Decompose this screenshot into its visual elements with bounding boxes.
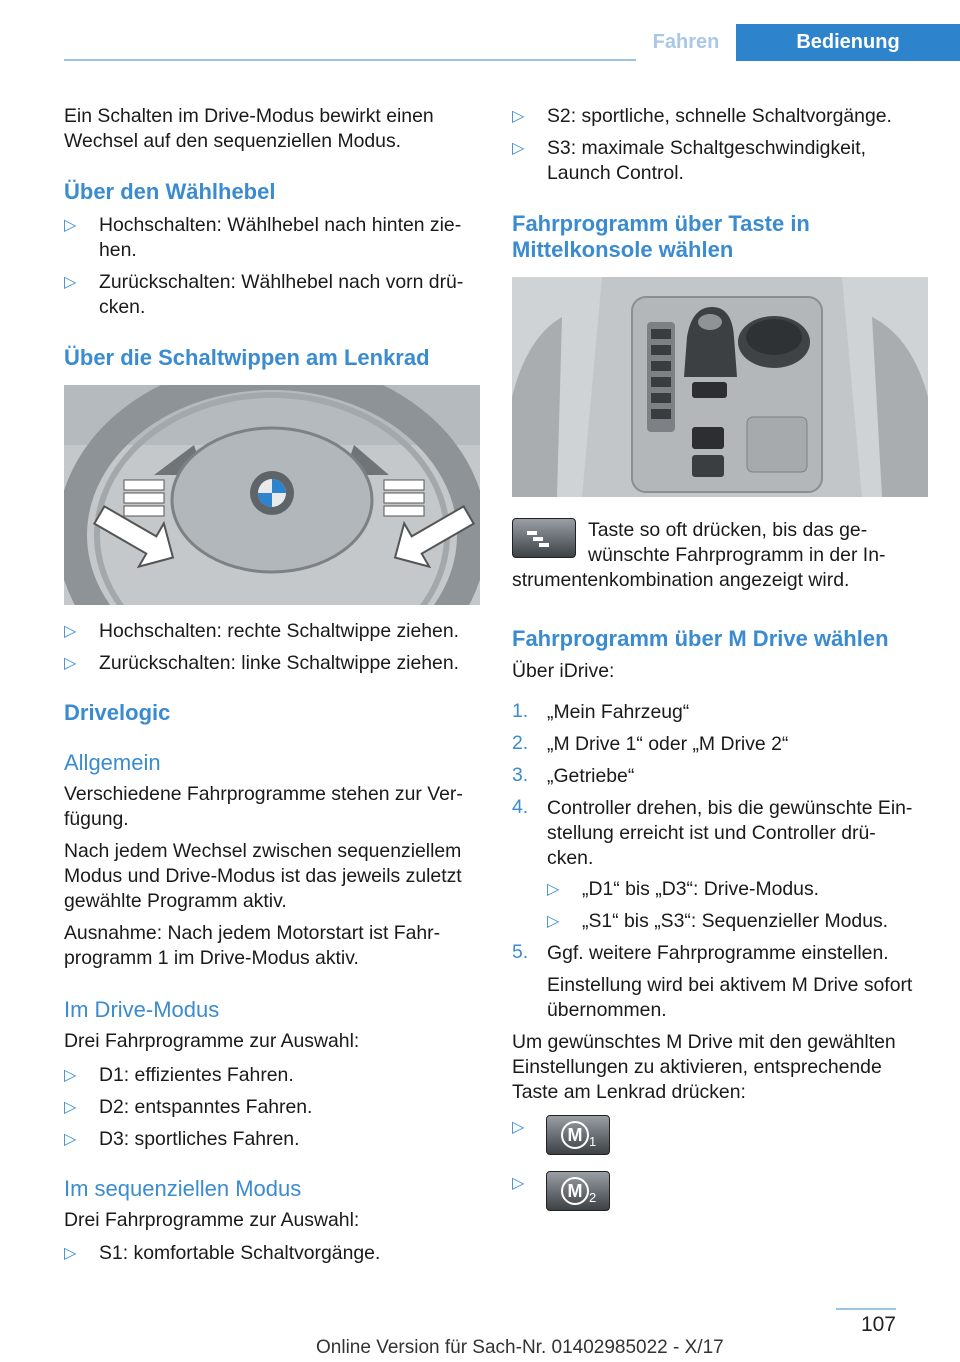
steering-wheel-image <box>64 385 480 605</box>
step5-note-line2: übernommen. <box>547 999 667 1021</box>
m-drive-2-icon <box>546 1171 610 1211</box>
triangle-right-icon: ▷ <box>64 623 77 640</box>
tab-bedienung[interactable]: Bedienung <box>736 24 960 61</box>
triangle-right-icon: ▷ <box>64 1099 77 1116</box>
idrive-label: Über iDrive: <box>512 660 615 682</box>
list-item: ▷ Hochschalten: Wählhebel nach hinten zie- hen. <box>64 214 462 261</box>
list-item: ▷ D1: effizientes Fahren. <box>64 1064 294 1086</box>
triangle-right-icon: ▷ <box>64 1067 77 1084</box>
final-line2: Einstellungen zu aktivieren, entsprechende <box>512 1056 882 1078</box>
paragraph-line: programm 1 im Drive-Modus aktiv. <box>64 947 359 969</box>
list-item: ▷ D2: entspanntes Fahren. <box>64 1096 313 1118</box>
list-item: ▷ Hochschalten: rechte Schaltwippe ziehen. <box>64 620 460 642</box>
triangle-right-icon: ▷ <box>512 108 525 125</box>
triangle-right-icon: ▷ <box>64 655 77 672</box>
triangle-right-icon: ▷ <box>547 913 560 930</box>
heading-waehlhebel: Über den Wählhebel <box>64 179 276 204</box>
triangle-right-icon: ▷ <box>64 1131 77 1148</box>
paragraph-line: fügung. <box>64 808 129 830</box>
paragraph-line: Ausnahme: Nach jedem Motorstart ist Fahr- <box>64 922 441 944</box>
triangle-right-icon: ▷ <box>512 1175 525 1192</box>
m2-subscript: 2 <box>589 1190 597 1205</box>
list-item: ▷ Zurückschalten: linke Schaltwippe ziehen. <box>64 652 459 674</box>
triangle-right-icon: ▷ <box>64 1245 77 1262</box>
taste-text-line2: wünschte Fahrprogramm in der In- <box>588 544 886 566</box>
paragraph-line: Verschiedene Fahrprogramme stehen zur Ver- <box>64 783 463 805</box>
center-console-image <box>512 277 928 497</box>
footer-rule <box>836 1308 896 1310</box>
taste-text-line3: strumentenkombination angezeigt wird. <box>512 569 850 591</box>
paragraph-line: Modus und Drive-Modus ist das jeweils zuletzt <box>64 865 462 887</box>
step5-note-line1: Einstellung wird bei aktivem M Drive sofort <box>547 974 913 996</box>
list-item <box>512 1115 542 1140</box>
taste-text-line1: Taste so oft drücken, bis das ge- <box>588 519 868 541</box>
m-drive-1-icon <box>546 1115 610 1155</box>
heading-allgemein: Allgemein <box>64 750 161 775</box>
heading-taste-line1: Fahrprogramm über Taste in <box>512 211 810 236</box>
heading-sequenziell: Im sequenziellen Modus <box>64 1176 302 1201</box>
list-item: ▷ S3: maximale Schaltgeschwindigkeit, Launch Control. <box>512 137 867 184</box>
heading-taste-line2: Mittelkonsole wählen <box>512 237 734 262</box>
list-item: ▷ Zurückschalten: Wählhebel nach vorn drü- cken. <box>64 271 464 318</box>
final-line1: Um gewünschtes M Drive mit den gewählten <box>512 1031 896 1053</box>
list-item <box>512 1171 542 1196</box>
heading-drive-modus: Im Drive-Modus <box>64 997 220 1022</box>
intro-line-2: Wechsel auf den sequenziellen Modus. <box>64 130 402 152</box>
list-item: ▷ D3: sportliches Fahren. <box>64 1128 300 1150</box>
m1-subscript: 1 <box>589 1134 597 1149</box>
sub-list-item: ▷ „D1“ bis „D3“: Drive-Modus. <box>547 878 820 900</box>
triangle-right-icon: ▷ <box>64 274 77 291</box>
seq-intro: Drei Fahrprogramme zur Auswahl: <box>64 1209 360 1231</box>
footer-online-version[interactable]: Online Version für Sach-Nr. 01402985022 - X/17 <box>316 1337 724 1358</box>
triangle-right-icon: ▷ <box>512 1119 525 1136</box>
triangle-right-icon: ▷ <box>64 217 77 234</box>
m2-letter: M <box>561 1177 589 1205</box>
list-item: ▷ S1: komfortable Schaltvorgänge. <box>64 1242 381 1264</box>
paragraph-line: gewählte Programm aktiv. <box>64 890 287 912</box>
heading-schaltwippen: Über die Schaltwippen am Lenkrad <box>64 345 430 370</box>
m1-letter: M <box>561 1121 589 1149</box>
fahrprogramm-taste-icon <box>512 518 576 558</box>
final-line3: Taste am Lenkrad drücken: <box>512 1081 746 1103</box>
tab-fahren[interactable]: Fahren <box>636 24 736 61</box>
triangle-right-icon: ▷ <box>512 140 525 157</box>
page-number: 107 <box>860 1313 896 1336</box>
paragraph-line: Nach jedem Wechsel zwischen sequenziellem <box>64 840 462 862</box>
intro-line-1: Ein Schalten im Drive-Modus bewirkt einen <box>64 105 434 127</box>
heading-mdrive: Fahrprogramm über M Drive wählen <box>512 626 889 651</box>
sub-list-item: ▷ „S1“ bis „S3“: Sequenzieller Modus. <box>547 910 889 932</box>
list-item: ▷ S2: sportliche, schnelle Schaltvorgänge. <box>512 105 892 127</box>
heading-drivelogic: Drivelogic <box>64 700 171 725</box>
drive-intro: Drei Fahrprogramme zur Auswahl: <box>64 1030 360 1052</box>
triangle-right-icon: ▷ <box>547 881 560 898</box>
